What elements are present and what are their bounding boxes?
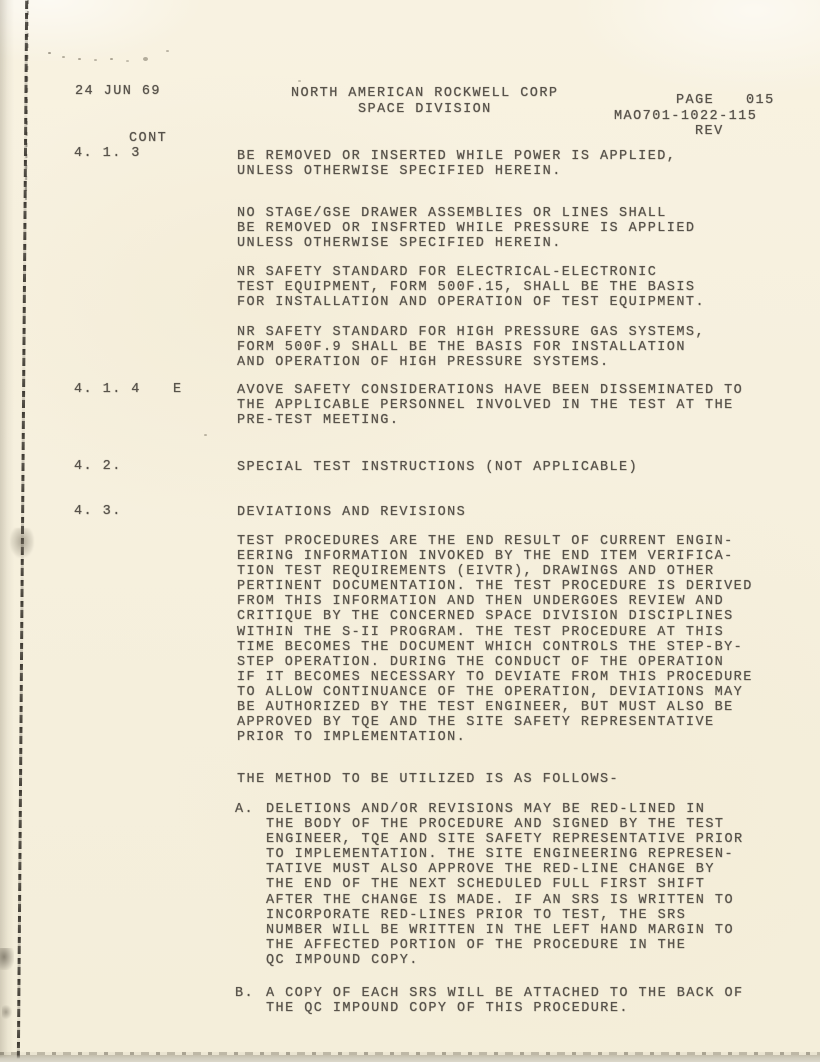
text-line: THE QC IMPOUND COPY OF THIS PROCEDURE.: [266, 1001, 629, 1017]
text-line: TION TEST REQUIREMENTS (EIVTR), DRAWINGS AND OTHER: [237, 564, 715, 580]
text-line: AVOVE SAFETY CONSIDERATIONS HAVE BEEN DISSEMINATED TO: [237, 383, 744, 398]
text-line: THE END OF THE NEXT SCHEDULED FULL FIRST SHIFT: [266, 877, 706, 893]
text-line: FOR INSTALLATION AND OPERATION OF TEST EQUIPMENT.: [237, 295, 706, 311]
text-line: WITHIN THE S-II PROGRAM. THE TEST PROCEDURE AT THIS: [237, 624, 725, 640]
text-line: NR SAFETY STANDARD FOR HIGH PRESSURE GAS SYSTEMS,: [237, 325, 706, 340]
text-line: BE AUTHORIZED BY THE TEST ENGINEER, BUT MUST ALSO BE: [237, 700, 734, 716]
margin-label: 4. 3.: [74, 504, 122, 519]
page-number: 015: [746, 93, 775, 108]
typewritten-paragraph: [237, 534, 753, 745]
text-line: PRIOR TO IMPLEMENTATION.: [237, 730, 467, 746]
cont-label: CONT: [129, 131, 168, 146]
typewritten-paragraph: [237, 505, 466, 520]
text-line: FROM THIS INFORMATION AND THEN UNDERGOES REVIEW AND: [237, 594, 725, 610]
typewritten-paragraph: [266, 986, 744, 1016]
division-name: SPACE DIVISION: [358, 102, 492, 117]
scanner-bottom-bar: [0, 1055, 820, 1062]
text-line: ENGINEER, TQE AND SITE SAFETY REPRESENTATIVE PRIOR: [266, 832, 744, 848]
text-line: DEVIATIONS AND REVISIONS: [237, 505, 467, 520]
text-line: PRE-TEST MEETING.: [237, 413, 400, 429]
text-line: THE METHOD TO BE UTILIZED IS AS FOLLOWS-: [237, 772, 620, 787]
margin-label: B.: [235, 986, 255, 1001]
scan-specks: [48, 52, 51, 54]
text-line: UNLESS OTHERWISE SPECIFIED HEREIN.: [237, 164, 562, 180]
text-line: TIME BECOMES THE DOCUMENT WHICH CONTROLS THE STEP-BY-: [237, 639, 744, 655]
text-line: FORM 500F.9 SHALL BE THE BASIS FOR INSTALLATION: [237, 340, 686, 356]
text-line: A COPY OF EACH SRS WILL BE ATTACHED TO THE BACK OF: [266, 986, 744, 1001]
typewritten-paragraph: [237, 149, 676, 179]
text-line: TO ALLOW CONTINUANCE OF THE OPERATION, DEVIATIONS MAY: [237, 684, 744, 700]
typewritten-paragraph: [266, 802, 744, 968]
document-date: 24 JUN 69: [75, 84, 161, 99]
text-line: DELETIONS AND/OR REVISIONS MAY BE RED-LINED IN: [266, 802, 706, 817]
text-line: QC IMPOUND COPY.: [266, 952, 419, 968]
text-line: CRITIQUE BY THE CONCERNED SPACE DIVISION DISCIPLINES: [237, 609, 734, 625]
text-line: THE BODY OF THE PROCEDURE AND SIGNED BY THE TEST: [266, 817, 725, 833]
ink-smudge: [10, 528, 34, 558]
text-line: TATIVE MUST ALSO APPROVE THE RED-LINE CHANGE BY: [266, 862, 715, 878]
text-line: THE AFFECTED PORTION OF THE PROCEDURE IN THE: [266, 937, 687, 953]
text-line: NUMBER WILL BE WRITTEN IN THE LEFT HAND MARGIN TO: [266, 922, 735, 938]
text-line: NR SAFETY STANDARD FOR ELECTRICAL-ELECTRONIC: [237, 265, 658, 280]
text-line: THE APPLICABLE PERSONNEL INVOLVED IN THE TEST AT THE: [237, 398, 734, 414]
text-line: SPECIAL TEST INSTRUCTIONS (NOT APPLICABLE): [237, 460, 639, 475]
margin-label: 4. 1. 3: [74, 146, 141, 161]
typewritten-paragraph: [237, 772, 619, 787]
rev-label: REV: [695, 124, 724, 139]
typewritten-paragraph: [237, 383, 743, 428]
text-line: STEP OPERATION. DURING THE CONDUCT OF THE OPERATION: [237, 654, 725, 670]
text-line: TO IMPLEMENTATION. THE SITE ENGINEERING REPRESEN-: [266, 847, 735, 863]
typewritten-paragraph: [237, 265, 705, 310]
text-line: PERTINENT DOCUMENTATION. THE TEST PROCEDURE IS DERIVED: [237, 579, 753, 595]
page-label: PAGE: [676, 93, 715, 108]
ink-smudge: [0, 948, 14, 970]
text-line: EERING INFORMATION INVOKED BY THE END ITEM VERIFICA-: [237, 549, 734, 565]
typewritten-paragraph: [237, 460, 638, 475]
text-line: TEST PROCEDURES ARE THE END RESULT OF CURRENT ENGIN-: [237, 534, 734, 549]
text-line: NO STAGE/GSE DRAWER ASSEMBLIES OR LINES SHALL: [237, 206, 667, 221]
margin-label: 4. 2.: [74, 459, 122, 474]
ink-smudge: [2, 1005, 12, 1019]
text-line: IF IT BECOMES NECESSARY TO DEVIATE FROM THIS PROCEDURE: [237, 669, 753, 685]
company-name: NORTH AMERICAN ROCKWELL CORP: [291, 86, 559, 101]
document-number: MAO701-1022-115: [614, 109, 758, 124]
text-line: TEST EQUIPMENT, FORM 500F.15, SHALL BE THE BASIS: [237, 280, 696, 296]
text-line: AND OPERATION OF HIGH PRESSURE SYSTEMS.: [237, 355, 610, 371]
typewritten-paragraph: [237, 206, 695, 251]
margin-label: A.: [235, 802, 255, 817]
text-line: BE REMOVED OR INSERTED WHILE POWER IS APPLIED,: [237, 149, 677, 164]
margin-label: 4. 1. 4: [74, 382, 141, 397]
text-line: BE REMOVED OR INSFRTED WHILE PRESSURE IS APPLIED: [237, 221, 696, 237]
text-line: APPROVED BY TQE AND THE SITE SAFETY REPRESENTATIVE: [237, 715, 715, 731]
text-line: INCORPORATE RED-LINES PRIOR TO TEST, THE SRS: [266, 907, 687, 923]
text-line: AFTER THE CHANGE IS MADE. IF AN SRS IS WRITTEN TO: [266, 892, 735, 908]
typewritten-paragraph: [237, 325, 705, 370]
text-line: UNLESS OTHERWISE SPECIFIED HEREIN.: [237, 236, 562, 252]
margin-label: E: [173, 382, 183, 397]
